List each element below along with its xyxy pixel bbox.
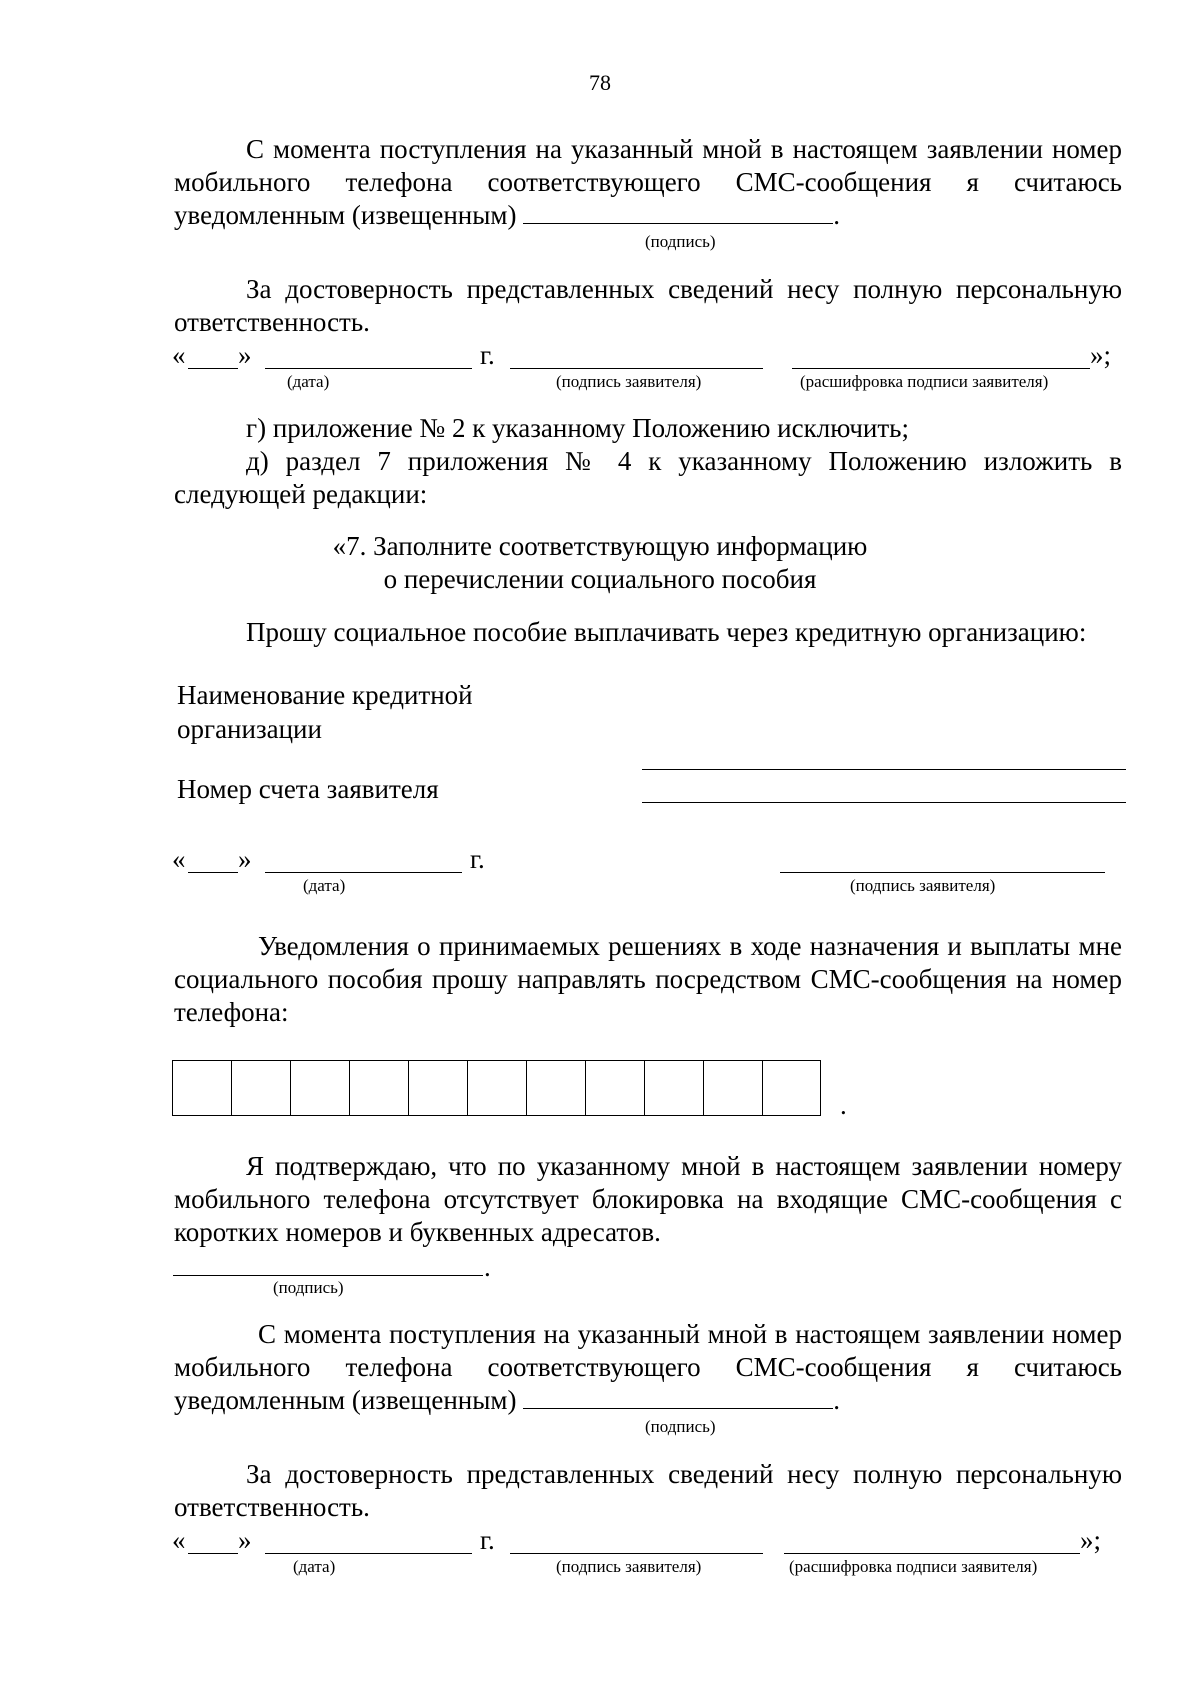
date-open-quote: « — [172, 844, 186, 874]
account-number-line[interactable] — [642, 802, 1126, 803]
row-end-mark: »; — [1080, 1525, 1102, 1555]
responsibility-paragraph: За достоверность представленных сведений несу полную персональную ответственность. — [174, 274, 1122, 337]
amendment-item-d: д) раздел 7 приложения № 4 к указанному Положению изложить в следующей редакции: — [174, 446, 1122, 509]
signature-line[interactable] — [523, 1386, 833, 1409]
date-caption: (дата) — [303, 876, 346, 895]
month-line[interactable] — [265, 1553, 472, 1554]
signature-decoding-line[interactable] — [784, 1553, 1080, 1554]
year-mark: г. — [480, 340, 495, 370]
section-heading-line-1: «7. Заполните соответствующую информацию — [332, 531, 868, 561]
date-caption: (дата) — [293, 1557, 336, 1576]
phone-digit-cell[interactable] — [585, 1060, 644, 1116]
confirmation-signature-caption: (подпись) — [273, 1278, 344, 1297]
signature-decoding-caption: (расшифровка подписи заявителя) — [800, 372, 1049, 391]
payment-request-text: Прошу социальное пособие выплачивать через кредитную организацию: — [246, 617, 1087, 647]
applicant-signature-caption: (подпись заявителя) — [556, 372, 702, 391]
phone-digit-cell[interactable] — [172, 1060, 231, 1116]
applicant-signature-line[interactable] — [510, 368, 763, 369]
account-number-label: Номер счета заявителя — [177, 774, 439, 804]
notice-end-mark: . — [833, 1385, 840, 1415]
signature-caption: (подпись) — [645, 232, 716, 251]
year-mark: г. — [470, 844, 485, 874]
date-close-quote: » — [238, 844, 252, 874]
applicant-signature-line[interactable] — [510, 1553, 763, 1554]
applicant-signature-caption: (подпись заявителя) — [850, 876, 996, 895]
applicant-signature-caption: (подпись заявителя) — [556, 1557, 702, 1576]
day-line[interactable] — [188, 368, 238, 369]
sms-notice-text: С момента поступления на указанный мной в настоящем заявлении номер мобильного телефона соответствующего СМС-сообщения я считаюсь уведомленным (извещенным) — [174, 134, 1122, 230]
phone-digit-cell[interactable] — [408, 1060, 467, 1116]
phone-digit-cell[interactable] — [644, 1060, 703, 1116]
date-caption: (дата) — [287, 372, 330, 391]
day-line[interactable] — [188, 1553, 238, 1554]
date-close-quote: » — [238, 1525, 252, 1555]
phone-digit-cell[interactable] — [703, 1060, 762, 1116]
section-heading-line-2: о перечислении социального пособия — [383, 564, 817, 594]
date-close-quote: » — [238, 340, 252, 370]
phone-digit-cell[interactable] — [467, 1060, 526, 1116]
phone-digit-cell[interactable] — [231, 1060, 290, 1116]
signature-line[interactable] — [523, 201, 833, 224]
confirmation-paragraph: Я подтверждаю, что по указанному мной в настоящем заявлении номеру мобильного телефона отсутствует блокировка на входящие СМС-сообщения с коротких номеров и буквенных адресатов. — [174, 1151, 1122, 1247]
notice-end-mark: . — [833, 200, 840, 230]
phone-end-mark: . — [840, 1090, 847, 1120]
sms-notice-text: С момента поступления на указанный мной в настоящем заявлении номер мобильного телефона соответствующего СМС-сообщения я считаюсь уведомленным (извещенным) — [174, 1319, 1122, 1415]
phone-digit-cell[interactable] — [526, 1060, 585, 1116]
signature-caption: (подпись) — [645, 1417, 716, 1436]
amendment-item-g: г) приложение № 2 к указанному Положению исключить; — [246, 413, 909, 443]
day-line[interactable] — [188, 872, 238, 873]
sms-notice-paragraph — [174, 1318, 1122, 1417]
month-line[interactable] — [265, 368, 472, 369]
confirmation-end-mark: . — [484, 1252, 491, 1282]
signature-decoding-caption: (расшифровка подписи заявителя) — [789, 1557, 1038, 1576]
phone-digit-cell[interactable] — [290, 1060, 349, 1116]
sms-request-paragraph: Уведомления о принимаемых решениях в ходе назначения и выплаты мне социального пособия прошу направлять посредством СМС-сообщения на номер телефона: — [174, 931, 1122, 1027]
bank-name-line[interactable] — [642, 769, 1126, 770]
phone-digit-cell[interactable] — [349, 1060, 408, 1116]
date-open-quote: « — [172, 1525, 186, 1555]
applicant-signature-line[interactable] — [780, 872, 1105, 873]
month-line[interactable] — [265, 872, 462, 873]
page-number: 78 — [589, 70, 611, 95]
date-open-quote: « — [172, 340, 186, 370]
row-end-mark: »; — [1090, 340, 1112, 370]
phone-digit-cell[interactable] — [762, 1060, 821, 1116]
year-mark: г. — [480, 1525, 495, 1555]
responsibility-paragraph: За достоверность представленных сведений несу полную персональную ответственность. — [174, 1459, 1122, 1522]
bank-name-label: Наименование кредитной организации — [177, 680, 473, 744]
phone-number-cells — [172, 1060, 821, 1116]
sms-notice-paragraph — [174, 133, 1122, 232]
confirmation-signature-line[interactable] — [173, 1275, 483, 1276]
signature-decoding-line[interactable] — [792, 368, 1090, 369]
